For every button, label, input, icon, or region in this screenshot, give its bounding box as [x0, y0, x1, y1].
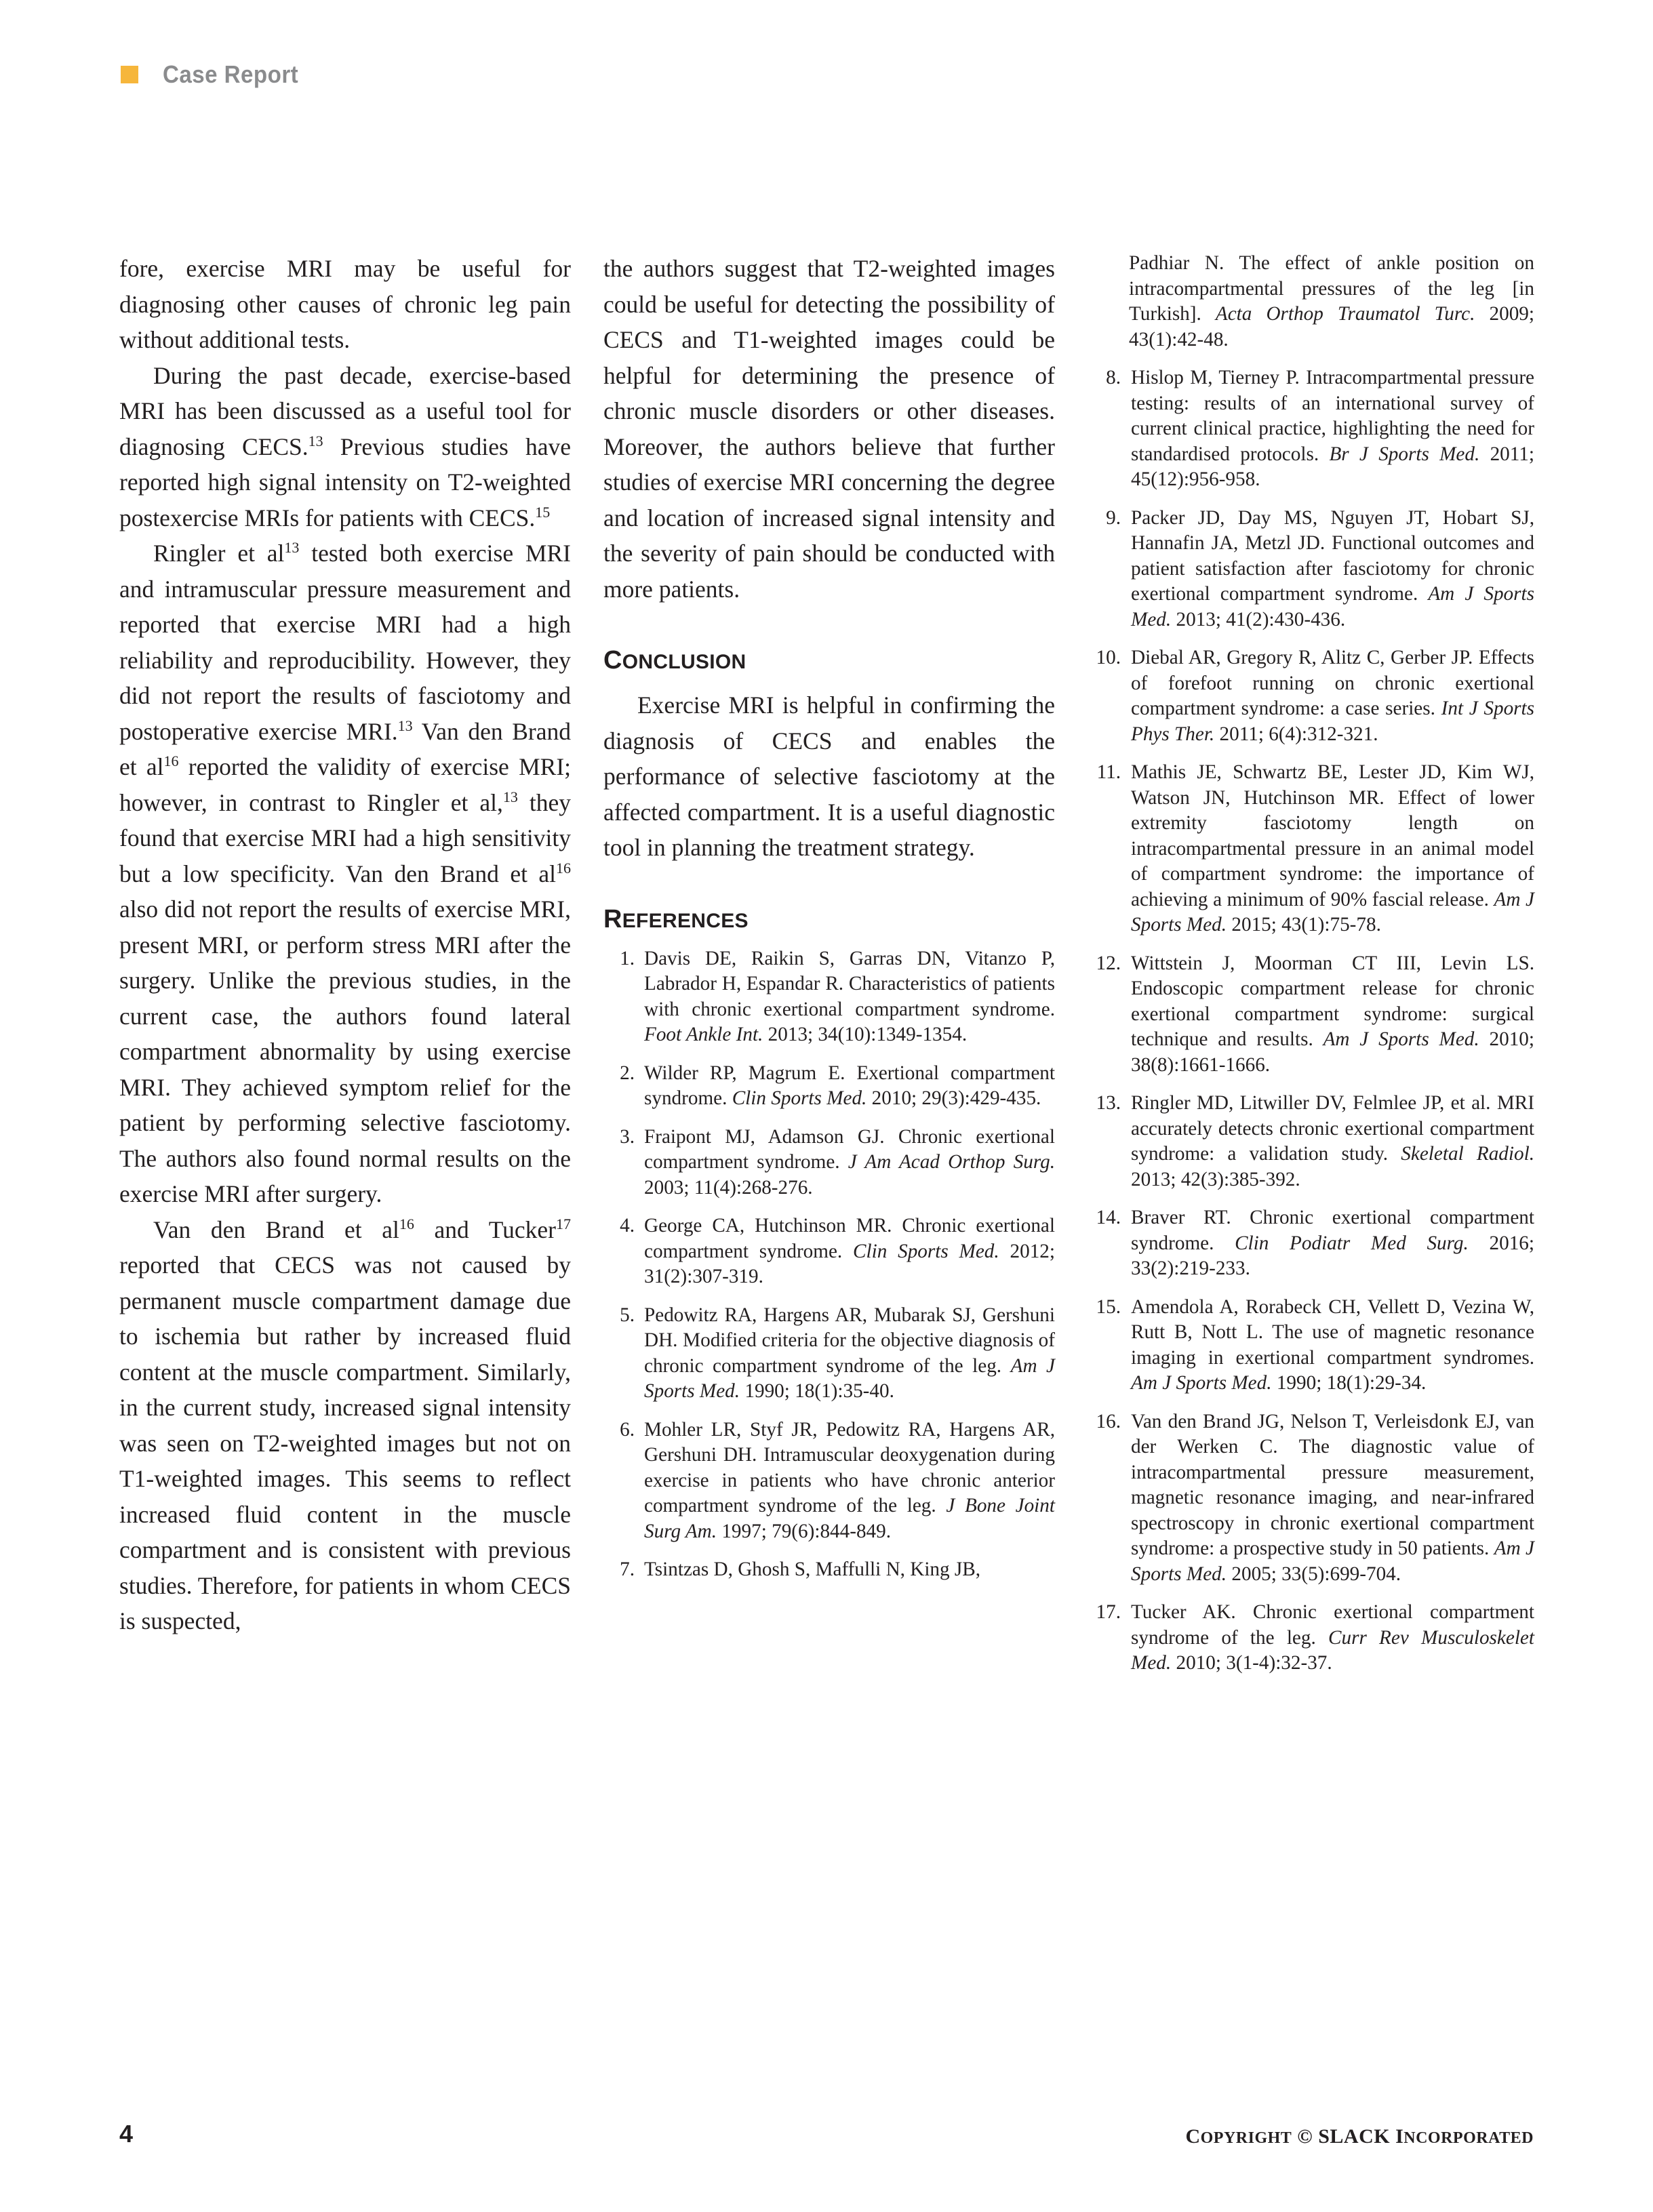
column-1: [119, 251, 571, 1639]
reference-list: [1087, 251, 1534, 1676]
reference-text: Mohler LR, Styf JR, Pedowitz RA, Hargens AR, Gershuni DH. Intramuscular deoxygenation during exercise in patients who have chronic anterior compartment syndrome of the leg.: [644, 1418, 1055, 1516]
references-heading: REFERENCES: [603, 904, 749, 933]
reference-journal: Am J Sports Med.: [1131, 1372, 1272, 1394]
reference-text: George CA, Hutchinson MR. Chronic exertional compartment syndrome.: [644, 1215, 1055, 1262]
reference-item: [1087, 506, 1534, 633]
reference-text: Pedowitz RA, Hargens AR, Mubarak SJ, Gershuni DH. Modified criteria for the objective diagnosis of chronic compartment syndrome of the leg.: [644, 1304, 1055, 1377]
reference-citation: 2013; 41(2):430-436.: [1171, 608, 1346, 630]
paragraph: Van den Brand et $al^{16}$ and Tucker$^{17}$ reported that CECS was not caused by permanent muscle compartment damage due to ischemia but rather by increased fluid content at the muscle compartment. Similarly, in the current study, increased signal intensity was seen on T2-weighted images but not on T1-weighted images. This seems to reflect increased fluid content in the muscle compartment and is consistent with previous studies. Therefore, for patients in whom CECS is suspected,: [119, 1215, 571, 1634]
reference-citation: 2010; 29(3):429-435.: [867, 1087, 1041, 1109]
reference-item: [603, 1303, 1055, 1405]
header-accent-square: [121, 66, 138, 83]
reference-citation: 2010; 38(8):1661-1666.: [1131, 1028, 1534, 1076]
reference-citation: 1990; 18(1):29-34.: [1271, 1372, 1427, 1394]
paragraph: Ringler et $al^{13}$ tested both exercise MRI and intramuscular pressure measurement and reported that exercise MRI had a high reliability and reproducibility. However, they did not report the results of fasciotomy and postoperative exercise MRI.$^{13}$ Van den Brand et $al^{16}$ reported the validity of exercise MRI; however, in contrast to Ringler et al,$^{13}$ they found that exercise MRI had a high sensitivity but a low specificity. Van den Brand et $al^{16}$ also did not report the results of exercise MRI, present MRI, or perform stress MRI after the surgery. Unlike the previous studies, in the current case, the authors found lateral compartment abnormality by using exercise MRI. They achieved symptom relief for the patient by performing selective fasciotomy. The authors also found normal results on the exercise MRI after surgery.: [119, 539, 571, 1207]
reference-journal: Am J Sports Med.: [1323, 1028, 1479, 1050]
reference-item: [1087, 760, 1534, 938]
reference-number: 17.: [1096, 1601, 1121, 1623]
reference-citation: 1997; 79(6):844-849.: [717, 1520, 892, 1542]
reference-text: Fraipont MJ, Adamson GJ. Chronic exertional compartment syndrome.: [644, 1125, 1055, 1173]
reference-citation: 2012; 31(2):307-319.: [644, 1240, 1055, 1287]
reference-number: 11.: [1096, 761, 1121, 783]
reference-item: [1087, 365, 1534, 493]
reference-number: 2.: [620, 1062, 635, 1084]
reference-journal: Clin Sports Med.: [732, 1087, 867, 1109]
reference-text: Wilder RP, Magrum E. Exertional compartment syndrome.: [644, 1062, 1055, 1109]
reference-number: 4.: [620, 1215, 635, 1236]
reference-citation: 2015; 43(1):75-78.: [1227, 914, 1381, 936]
reference-number: 15.: [1096, 1295, 1121, 1318]
reference-item: [603, 1417, 1055, 1545]
reference-item: [1087, 645, 1534, 747]
reference-list: [603, 946, 1055, 1583]
reference-text: Tucker AK. Chronic exertional compartment syndrome of the leg.: [1131, 1601, 1534, 1649]
reference-number: 1.: [620, 947, 635, 969]
reference-journal: Clin Podiatr Med Surg.: [1235, 1232, 1469, 1254]
reference-journal: Curr Rev Musculoskelet Med.: [1131, 1626, 1534, 1674]
reference-citation: 2011; 45(12):956-958.: [1131, 443, 1534, 490]
reference-citation: 2005; 33(5):699-704.: [1227, 1563, 1401, 1585]
copyright-notice: COPYRIGHT © SLACK INCORPORATED: [1185, 2125, 1534, 2148]
reference-number: 3.: [620, 1125, 635, 1148]
reference-journal: Am J Sports Med.: [644, 1354, 1055, 1402]
reference-journal: Am J Sports Med.: [1131, 888, 1534, 936]
reference-journal: Am J Sports Med.: [1131, 1537, 1534, 1585]
reference-journal: Foot Ankle Int.: [644, 1024, 763, 1045]
reference-text: Amendola A, Rorabeck CH, Vellett D, Vezina W, Rutt B, Nott L. The use of magnetic resonance imaging in exertional compartment syndromes.: [1131, 1295, 1534, 1369]
reference-number: 10.: [1096, 647, 1121, 668]
reference-number: 8.: [1106, 367, 1121, 388]
reference-item: [1087, 1205, 1534, 1282]
reference-text: Braver RT. Chronic exertional compartment syndrome.: [1131, 1207, 1534, 1254]
reference-citation: 2010; 3(1-4):32-37.: [1171, 1652, 1332, 1674]
reference-citation: 2003; 11(4):268-276.: [644, 1176, 813, 1199]
reference-journal: Skeletal Radiol.: [1401, 1143, 1534, 1165]
reference-text: Packer JD, Day MS, Nguyen JT, Hobart SJ, Hannafin JA, Metzl JD. Functional outcomes and patient satisfaction after fasciotomy for chronic exertional compartment syndrome.: [1131, 506, 1534, 605]
reference-journal: J Bone Joint Surg Am.: [644, 1495, 1055, 1542]
reference-journal: Clin Sports Med.: [853, 1240, 999, 1262]
reference-item: [603, 1125, 1055, 1201]
reference-item-continued: Padhiar N. The effect of ankle position on intracompartmental pressures of the leg [in Turkish]. Acta Orthop Traumatol Turc. 2009; 43(1):42-48.: [1129, 252, 1534, 350]
reference-item: [603, 1213, 1055, 1290]
reference-journal: Am J Sports Med.: [1131, 583, 1534, 630]
paragraph: the authors suggest that T2-weighted images could be useful for detecting the possibility of CECS and T1-weighted images could be helpful for determining the presence of chronic muscle disorders or other diseases. Moreover, the authors believe that further studies of exercise MRI concerning the degree and location of increased signal intensity and the severity of pain should be conducted with more patients.: [603, 255, 1055, 603]
reference-text: Van den Brand JG, Nelson T, Verleisdonk EJ, van der Werken C. The diagnostic value of intracompartmental pressure measurement, magnetic resonance imaging, and near-infrared spectroscopy in chronic exertional compartment syndrome: a prospective study in 50 patients.: [1131, 1410, 1534, 1559]
reference-number: 14.: [1096, 1207, 1121, 1228]
reference-text: Hislop M, Tierney P. Intracompartmental pressure testing: results of an international survey of current clinical practice, highlighting the need for standardised protocols.: [1131, 367, 1534, 465]
reference-item: [1087, 1295, 1534, 1396]
reference-citation: 2016; 33(2):219-233.: [1131, 1232, 1534, 1279]
reference-number: 9.: [1106, 506, 1121, 529]
reference-item: [1087, 951, 1534, 1079]
conclusion-paragraph: Exercise MRI is helpful in confirming the diagnosis of CECS and enables the performance of selective fasciotomy at the affected compartment. It is a useful diagnostic tool in planning the treatment strategy.: [603, 691, 1055, 861]
reference-citation: 2011; 6(4):312-321.: [1214, 723, 1378, 745]
reference-journal: Int J Sports Phys Ther.: [1131, 698, 1534, 745]
reference-journal: J Am Acad Orthop Surg.: [848, 1151, 1055, 1173]
conclusion-heading: CONCLUSION: [603, 646, 746, 675]
reference-number: 5.: [620, 1304, 635, 1326]
reference-journal: Br J Sports Med.: [1329, 443, 1480, 465]
column-3: [1087, 251, 1534, 1689]
reference-text: Wittstein J, Moorman CT III, Levin LS. Endoscopic compartment release for chronic exertional compartment syndrome: surgical technique and results.: [1131, 952, 1534, 1050]
section-header: [121, 60, 311, 89]
reference-number: 13.: [1096, 1092, 1121, 1114]
reference-item: [1087, 1600, 1534, 1676]
reference-number: 12.: [1096, 952, 1121, 974]
reference-text: Ringler MD, Litwiller DV, Felmlee JP, et al. MRI accurately detects chronic exertional compartment syndrome: a validation study.: [1131, 1092, 1534, 1165]
page-number: 4: [119, 2120, 134, 2148]
reference-text: Mathis JE, Schwartz BE, Lester JD, Kim WJ, Watson JN, Hutchinson MR. Effect of lower extremity fasciotomy length on intracompartmental pressure in an animal model of compartment syndrome: the importance of achieving a minimum of 90% fascial release.: [1131, 761, 1534, 910]
header-label: Case Report: [163, 60, 299, 88]
reference-text: Davis DE, Raikin S, Garras DN, Vitanzo P, Labrador H, Espandar R. Characteristics of patients with chronic exertional compartment syndrome.: [644, 947, 1055, 1020]
reference-number: 7.: [620, 1559, 635, 1580]
reference-citation: 1990; 18(1):35-40.: [740, 1380, 894, 1402]
reference-item: [1087, 1409, 1534, 1588]
reference-item: [603, 1061, 1055, 1112]
column-2: [603, 251, 1055, 1596]
paragraph: fore, exercise MRI may be useful for diagnosing other causes of chronic leg pain without additional tests.: [119, 255, 571, 353]
reference-citation: 2013; 34(10):1349-1354.: [763, 1024, 968, 1045]
reference-text: Tsintzas D, Ghosh S, Maffulli N, King JB,: [644, 1559, 981, 1580]
reference-number: 6.: [620, 1418, 635, 1441]
reference-item: [603, 1557, 1055, 1583]
reference-number: 16.: [1096, 1410, 1121, 1432]
paragraph: During the past decade, exercise-based MRI has been discussed as a useful tool for diagnosing CECS.$^{13}$ Previous studies have reported high signal intensity on T2-weighted postexercise MRIs for patients with CECS.$^{15}$: [119, 361, 571, 531]
reference-text: Diebal AR, Gregory R, Alitz C, Gerber JP. Effects of forefoot running on chronic exertional compartment syndrome: a case series.: [1131, 647, 1534, 719]
reference-item: [1087, 1091, 1534, 1192]
reference-citation: 2013; 42(3):385-392.: [1131, 1168, 1300, 1190]
reference-item: [603, 946, 1055, 1048]
